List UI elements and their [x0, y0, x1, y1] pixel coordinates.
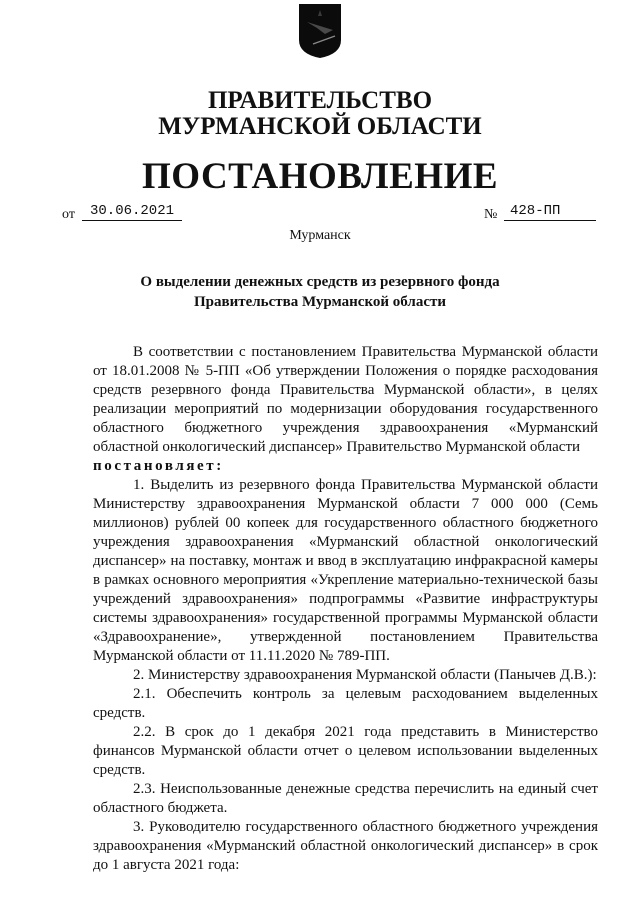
- paragraph-2-2: 2.2. В срок до 1 декабря 2021 года представить в Министерство финансов Мурманской области отчет о целевом использовании выделенных средств.: [93, 724, 598, 778]
- resolves-text: постановляет:: [93, 458, 224, 474]
- city-name: Мурманск: [289, 228, 351, 243]
- subject-line2: Правительства Мурманской области: [193, 294, 447, 310]
- government-title-line1: ПРАВИТЕЛЬСТВО: [207, 87, 433, 114]
- coat-of-arms-icon: [295, 0, 345, 60]
- paragraph-1: 1. Выделить из резервного фонда Правительства Мурманской области Министерству здравоохранения Мурманской области 7 000 000 (Семь миллионов) рублей 00 копеек для государственного областного бюджетного учреждения здравоохранения «Мурманский областной онкологический диспансер» на поставку, монтаж и ввод в эксплуатацию инфракрасной камеры в рамках основного мероприятия «Укрепление материально-технической базы учреждений здравоохранения» подпрограммы «Развитие инфраструктуры системы здравоохранения» государственной программы Мурманской области «Здравоохранение», утвержденной постановлением Правительства Мурманской области от 11.11.2020 № 789-ПП.: [93, 477, 598, 664]
- paragraph-3: 3. Руководителю государственного областного бюджетного учреждения здравоохранения «Мурманский областной онкологический диспансер» в срок до 1 августа 2021 года:: [93, 819, 598, 873]
- preamble-paragraph: В соответствии с постановлением Правительства Мурманской области от 18.01.2008 № 5-ПП «Об утверждении Положения о порядке расходования средств резервного фонда Правительства Мурманской области», в целях реализации мероприятий по модернизации оборудования государственного областного бюджетного учреждения здравоохранения «Мурманский областной онкологический диспансер» Правительство Мурманской области: [93, 344, 598, 455]
- document-date: 30.06.2021: [82, 203, 182, 221]
- document-type-title: ПОСТАНОВЛЕНИЕ: [141, 156, 499, 197]
- date-label: от: [62, 207, 75, 222]
- document-body: [93, 343, 598, 875]
- government-title-line2: МУРМАНСКОЙ ОБЛАСТИ: [158, 113, 482, 140]
- document-number: 428-ПП: [504, 203, 596, 221]
- paragraph-2-3: 2.3. Неиспользованные денежные средства перечислить на единый счет областного бюджета.: [93, 781, 598, 816]
- paragraph-2: 2. Министерству здравоохранения Мурманской области (Панычев Д.В.):: [133, 667, 597, 683]
- document-subject: [90, 272, 550, 312]
- subject-line1: О выделении денежных средств из резервного фонда: [140, 274, 500, 290]
- resolves-word: [93, 457, 598, 476]
- paragraph-2-1: 2.1. Обеспечить контроль за целевым расходованием выделенных средств.: [93, 686, 598, 721]
- number-label: №: [484, 207, 498, 222]
